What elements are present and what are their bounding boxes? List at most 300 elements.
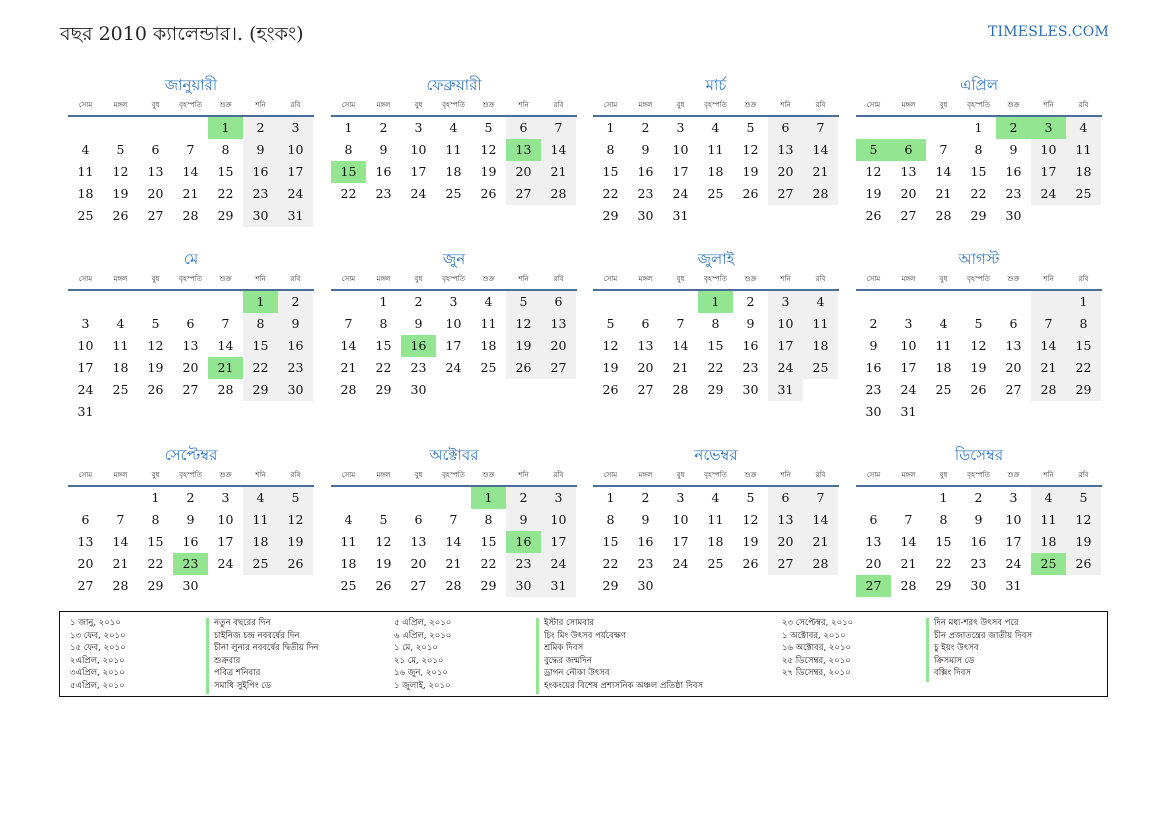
day-cell: 21 (541, 161, 576, 183)
day-cell: 21 (803, 531, 838, 553)
day-cell: 21 (935, 186, 952, 201)
day-cell: 11 (1031, 509, 1066, 531)
weekday-label: মঙ্গল (901, 471, 916, 479)
month-name: আগস্ট (958, 250, 1000, 268)
empty-cell (278, 575, 313, 597)
day-cell: 12 (375, 534, 392, 549)
day-cell: 31 (278, 205, 313, 227)
weekday-label: শুক্র (744, 471, 757, 479)
day-cell: 5 (506, 291, 541, 313)
day-cell: 20 (77, 556, 94, 571)
day-cell: 17 (1005, 534, 1022, 549)
empty-cell (401, 487, 436, 509)
day-cell: 20 (768, 161, 803, 183)
weekday-label: বুধ (676, 471, 685, 479)
legend-date: ১ জুলাই, ২০১০ (394, 680, 451, 691)
site-link[interactable]: TIMESLES.COM (988, 24, 1109, 40)
day-cell: 30 (637, 208, 654, 223)
weekday-label: মঙ্গল (376, 101, 391, 109)
day-cell: 12 (602, 338, 619, 353)
day-cell: 8 (711, 316, 720, 331)
day-cell: 9 (746, 316, 755, 331)
empty-cell (331, 291, 366, 313)
empty-cell (663, 575, 698, 597)
legend-bar-1 (206, 618, 209, 694)
days-grid (331, 117, 576, 205)
day-cell: 23 (278, 357, 313, 379)
day-cell: 5 (116, 142, 125, 157)
empty-cell (138, 291, 173, 313)
day-cell: 31 (672, 208, 689, 223)
day-cell: 16 (506, 531, 541, 553)
day-cell: 22 (935, 556, 952, 571)
legend-holiday-name: বক্সিং দিবস (934, 668, 972, 679)
day-cell: 8 (939, 512, 948, 527)
day-cell: 6 (1009, 316, 1018, 331)
weekday-label: বুধ (939, 275, 948, 283)
day-cell: 24 (1031, 183, 1066, 205)
legend-dates-col-2 (394, 617, 451, 693)
empty-cell (68, 117, 103, 139)
day-cell: 17 (672, 164, 689, 179)
weekday-label: শনি (1043, 275, 1054, 283)
empty-cell (1031, 401, 1066, 423)
day-cell: 15 (602, 164, 619, 179)
day-cell: 2 (869, 316, 878, 331)
legend-date: ১ মে, ২০১০ (394, 643, 438, 654)
day-cell: 29 (147, 578, 164, 593)
weekday-label: শনি (1043, 471, 1054, 479)
weekday-label: শুক্র (219, 471, 232, 479)
day-cell: 3 (449, 294, 458, 309)
day-cell: 6 (641, 316, 650, 331)
empty-cell (103, 487, 138, 509)
day-cell: 14 (182, 164, 199, 179)
legend-holiday-name: ক্রিসমাস ডে (934, 655, 975, 666)
empty-cell (961, 401, 996, 423)
day-cell: 27 (541, 357, 576, 379)
day-cell: 6 (768, 117, 803, 139)
day-cell: 2 (243, 117, 278, 139)
month-block (331, 444, 577, 597)
day-cell: 27 (410, 578, 427, 593)
legend-holiday-name: চীন প্রজাতন্ত্রের জাতীয় দিবস (934, 630, 1033, 641)
day-cell: 9 (974, 512, 983, 527)
day-cell: 30 (865, 404, 882, 419)
empty-cell (768, 205, 803, 227)
day-cell: 21 (208, 357, 243, 379)
weekday-label: শনি (1043, 101, 1054, 109)
month-block (856, 444, 1102, 597)
day-cell: 25 (707, 186, 724, 201)
day-cell: 26 (480, 186, 497, 201)
day-cell: 25 (1066, 183, 1101, 205)
day-cell: 28 (1031, 379, 1066, 401)
day-cell: 23 (243, 183, 278, 205)
day-cell: 23 (865, 382, 882, 397)
day-cell: 20 (768, 531, 803, 553)
day-cell: 4 (243, 487, 278, 509)
day-cell: 2 (641, 120, 650, 135)
day-cell: 8 (344, 142, 353, 157)
weekday-label: মঙ্গল (376, 275, 391, 283)
day-cell: 21 (182, 186, 199, 201)
day-cell: 6 (506, 117, 541, 139)
day-cell: 10 (445, 316, 462, 331)
legend-date: ৫ এপ্রিল, ২০১০ (394, 618, 452, 628)
weekday-label: শনি (255, 101, 266, 109)
weekday-label: বৃহস্পতি (179, 275, 202, 283)
day-cell: 11 (707, 512, 724, 527)
day-cell: 13 (77, 534, 94, 549)
day-cell: 19 (602, 360, 619, 375)
legend-dates-col-3 (782, 617, 853, 680)
day-cell: 13 (506, 139, 541, 161)
weekday-label: রবি (1078, 471, 1089, 479)
day-cell: 15 (480, 534, 497, 549)
day-cell: 27 (768, 553, 803, 575)
day-cell: 16 (970, 534, 987, 549)
day-cell: 12 (506, 313, 541, 335)
legend-holiday-name: হংকংয়ের বিশেষ প্রশাসনিক অঞ্চল প্রতিষ্ঠা দিবস (544, 680, 704, 691)
day-cell: 18 (340, 556, 357, 571)
day-cell: 12 (278, 509, 313, 531)
day-cell: 11 (1066, 139, 1101, 161)
legend-holiday-name: নতুন বছরের দিন (214, 618, 271, 628)
day-cell: 12 (1066, 509, 1101, 531)
weekday-label: রবি (815, 101, 826, 109)
weekday-label: সোম (341, 101, 356, 109)
day-cell: 12 (865, 164, 882, 179)
day-cell: 5 (856, 139, 891, 161)
day-cell: 19 (1066, 531, 1101, 553)
day-cell: 19 (865, 186, 882, 201)
day-cell: 5 (974, 316, 983, 331)
day-cell: 14 (541, 139, 576, 161)
day-cell: 28 (182, 208, 199, 223)
day-cell: 17 (541, 531, 576, 553)
day-cell: 1 (1066, 291, 1101, 313)
legend-holiday-name: পবিত্র শনিবার (214, 668, 261, 679)
empty-cell (926, 291, 961, 313)
day-cell: 2 (414, 294, 423, 309)
weekday-header (331, 270, 577, 288)
day-cell: 8 (974, 142, 983, 157)
day-cell: 7 (116, 512, 125, 527)
day-cell: 9 (1009, 142, 1018, 157)
day-cell: 29 (480, 578, 497, 593)
legend-holiday-name: ড্রাগন নৌকা উৎসব (544, 668, 610, 679)
day-cell: 27 (637, 382, 654, 397)
empty-cell (506, 379, 541, 401)
month-block (593, 444, 839, 597)
day-cell: 4 (803, 291, 838, 313)
day-cell: 25 (935, 382, 952, 397)
day-cell: 19 (375, 556, 392, 571)
month-name: জুলাই (697, 250, 735, 268)
weekday-label: সোম (603, 471, 618, 479)
month-name: নভেম্বর (694, 446, 738, 464)
weekday-label: শুক্র (482, 275, 495, 283)
empty-cell (68, 487, 103, 509)
weekday-label: সোম (866, 471, 881, 479)
weekday-label: মঙ্গল (113, 101, 128, 109)
empty-cell (436, 487, 471, 509)
day-cell: 8 (484, 512, 493, 527)
days-grid (856, 291, 1101, 423)
day-cell: 1 (151, 490, 160, 505)
day-cell: 13 (637, 338, 654, 353)
day-cell: 10 (672, 512, 689, 527)
day-cell: 14 (803, 509, 838, 531)
day-cell: 13 (900, 164, 917, 179)
day-cell: 28 (803, 553, 838, 575)
day-cell: 7 (186, 142, 195, 157)
day-cell: 12 (742, 142, 759, 157)
weekday-label: সোম (866, 275, 881, 283)
day-cell: 28 (803, 183, 838, 205)
day-cell: 22 (602, 556, 619, 571)
day-cell: 21 (672, 360, 689, 375)
day-cell: 16 (375, 164, 392, 179)
day-cell: 13 (768, 509, 803, 531)
day-cell: 25 (803, 357, 838, 379)
weekday-header (856, 96, 1102, 114)
day-cell: 28 (112, 578, 129, 593)
empty-cell (856, 291, 891, 313)
day-cell: 5 (1066, 487, 1101, 509)
day-cell: 28 (672, 382, 689, 397)
day-cell: 15 (375, 338, 392, 353)
day-cell: 22 (602, 186, 619, 201)
day-cell: 26 (506, 357, 541, 379)
day-cell: 13 (1005, 338, 1022, 353)
empty-cell (926, 117, 961, 139)
day-cell: 30 (506, 575, 541, 597)
empty-cell (803, 379, 838, 401)
day-cell: 7 (803, 487, 838, 509)
empty-cell (138, 117, 173, 139)
day-cell: 16 (637, 164, 654, 179)
day-cell: 2 (186, 490, 195, 505)
weekday-label: সোম (603, 275, 618, 283)
weekday-label: শুক্র (219, 101, 232, 109)
empty-cell (471, 379, 506, 401)
legend-holiday-name: ইস্টার সোমবার (544, 618, 595, 628)
empty-cell (926, 401, 961, 423)
day-cell: 22 (1066, 357, 1101, 379)
day-cell: 7 (904, 512, 913, 527)
weekday-label: সোম (78, 275, 93, 283)
legend-names-col-1 (214, 617, 319, 693)
empty-cell (891, 291, 926, 313)
day-cell: 30 (637, 578, 654, 593)
day-cell: 19 (112, 186, 129, 201)
empty-cell (961, 291, 996, 313)
weekday-label: মঙ্গল (113, 275, 128, 283)
day-cell: 3 (676, 120, 685, 135)
day-cell: 13 (410, 534, 427, 549)
empty-cell (856, 117, 891, 139)
day-cell: 10 (77, 338, 94, 353)
legend-date: ১ অক্টোবর, ২০১০ (782, 630, 846, 641)
day-cell: 14 (935, 164, 952, 179)
day-cell: 26 (602, 382, 619, 397)
day-cell: 13 (768, 139, 803, 161)
weekday-label: সোম (78, 471, 93, 479)
legend-date: ১৬ জুন, ২০১০ (394, 668, 448, 679)
day-cell: 24 (278, 183, 313, 205)
day-cell: 17 (410, 164, 427, 179)
weekday-label: শনি (518, 101, 529, 109)
weekday-label: শনি (255, 471, 266, 479)
day-cell: 24 (672, 556, 689, 571)
day-cell: 25 (112, 382, 129, 397)
day-cell: 30 (278, 379, 313, 401)
day-cell: 20 (865, 556, 882, 571)
day-cell: 23 (637, 556, 654, 571)
weekday-label: বুধ (414, 275, 423, 283)
empty-cell (1066, 205, 1101, 227)
empty-cell (436, 379, 471, 401)
day-cell: 14 (900, 534, 917, 549)
month-name: জানুয়ারী (164, 76, 218, 94)
weekday-header (68, 466, 314, 484)
empty-cell (103, 291, 138, 313)
day-cell: 29 (602, 578, 619, 593)
weekday-label: বুধ (676, 275, 685, 283)
day-cell: 12 (147, 338, 164, 353)
day-cell: 28 (340, 382, 357, 397)
day-cell: 5 (746, 120, 755, 135)
day-cell: 30 (182, 578, 199, 593)
day-cell: 21 (900, 556, 917, 571)
weekday-label: বৃহস্পতি (967, 101, 990, 109)
day-cell: 5 (606, 316, 615, 331)
empty-cell (698, 575, 733, 597)
legend-date: ১৫ ফেব, ২০১০ (70, 643, 126, 654)
weekday-label: সোম (866, 101, 881, 109)
month-block (68, 74, 314, 227)
day-cell: 9 (379, 142, 388, 157)
day-cell: 2 (996, 117, 1031, 139)
day-cell: 16 (865, 360, 882, 375)
day-cell: 20 (637, 360, 654, 375)
day-cell: 15 (970, 164, 987, 179)
day-cell: 24 (445, 360, 462, 375)
day-cell: 22 (217, 186, 234, 201)
day-cell: 18 (935, 360, 952, 375)
day-cell: 30 (970, 578, 987, 593)
day-cell: 13 (147, 164, 164, 179)
day-cell: 14 (217, 338, 234, 353)
empty-cell (173, 401, 208, 423)
day-cell: 23 (410, 360, 427, 375)
day-cell: 16 (243, 161, 278, 183)
weekday-label: শনি (780, 275, 791, 283)
day-cell: 14 (445, 534, 462, 549)
day-cell: 3 (676, 490, 685, 505)
day-cell: 26 (278, 553, 313, 575)
day-cell: 26 (742, 556, 759, 571)
empty-cell (1031, 205, 1066, 227)
legend-holiday-name: শুক্রবার (214, 655, 241, 666)
weekday-label: শনি (780, 101, 791, 109)
day-cell: 30 (1005, 208, 1022, 223)
legend-bar-2 (536, 618, 539, 694)
day-cell: 8 (151, 512, 160, 527)
day-cell: 11 (340, 534, 357, 549)
day-cell: 23 (637, 186, 654, 201)
weekday-header (593, 270, 839, 288)
day-cell: 15 (707, 338, 724, 353)
day-cell: 24 (77, 382, 94, 397)
legend-date: ৩এপ্রিল, ২০১০ (70, 668, 125, 679)
day-cell: 28 (900, 578, 917, 593)
day-cell: 25 (243, 553, 278, 575)
weekday-label: মঙ্গল (901, 101, 916, 109)
day-cell: 3 (904, 316, 913, 331)
days-grid (856, 487, 1101, 597)
weekday-label: শুক্র (219, 275, 232, 283)
day-cell: 11 (445, 142, 462, 157)
empty-cell (891, 487, 926, 509)
weekday-label: শুক্র (1007, 471, 1020, 479)
day-cell: 1 (208, 117, 243, 139)
day-cell: 21 (803, 161, 838, 183)
day-cell: 7 (676, 316, 685, 331)
day-cell: 31 (1005, 578, 1022, 593)
day-cell: 26 (375, 578, 392, 593)
legend-date: ২৭ ডিসেম্বর, ২০১০ (782, 668, 851, 679)
weekday-label: শুক্র (744, 275, 757, 283)
empty-cell (208, 575, 243, 597)
day-cell: 13 (865, 534, 882, 549)
day-cell: 6 (541, 291, 576, 313)
month-block (331, 74, 577, 205)
day-cell: 15 (243, 335, 278, 357)
day-cell: 14 (672, 338, 689, 353)
day-cell: 7 (221, 316, 230, 331)
weekday-label: শনি (255, 275, 266, 283)
day-cell: 3 (221, 490, 230, 505)
legend-holiday-name: চিং মিং উৎসব পর্যবেক্ষণ (544, 630, 626, 641)
day-cell: 15 (602, 534, 619, 549)
day-cell: 21 (1031, 357, 1066, 379)
empty-cell (208, 291, 243, 313)
day-cell: 6 (414, 512, 423, 527)
day-cell: 8 (606, 512, 615, 527)
weekday-label: শনি (518, 471, 529, 479)
empty-cell (138, 401, 173, 423)
weekday-label: বৃহস্পতি (967, 471, 990, 479)
empty-cell (628, 291, 663, 313)
month-block (593, 74, 839, 227)
empty-cell (593, 291, 628, 313)
day-cell: 17 (445, 338, 462, 353)
weekday-label: শুক্র (482, 101, 495, 109)
day-cell: 9 (641, 512, 650, 527)
day-cell: 2 (974, 490, 983, 505)
weekday-label: বৃহস্পতি (704, 275, 727, 283)
day-cell: 1 (606, 490, 615, 505)
day-cell: 6 (768, 487, 803, 509)
weekday-label: রবি (1078, 101, 1089, 109)
day-cell: 17 (768, 335, 803, 357)
empty-cell (1066, 575, 1101, 597)
days-grid (593, 117, 838, 227)
legend-date: ১৩ ফেব, ২০১০ (70, 630, 126, 641)
